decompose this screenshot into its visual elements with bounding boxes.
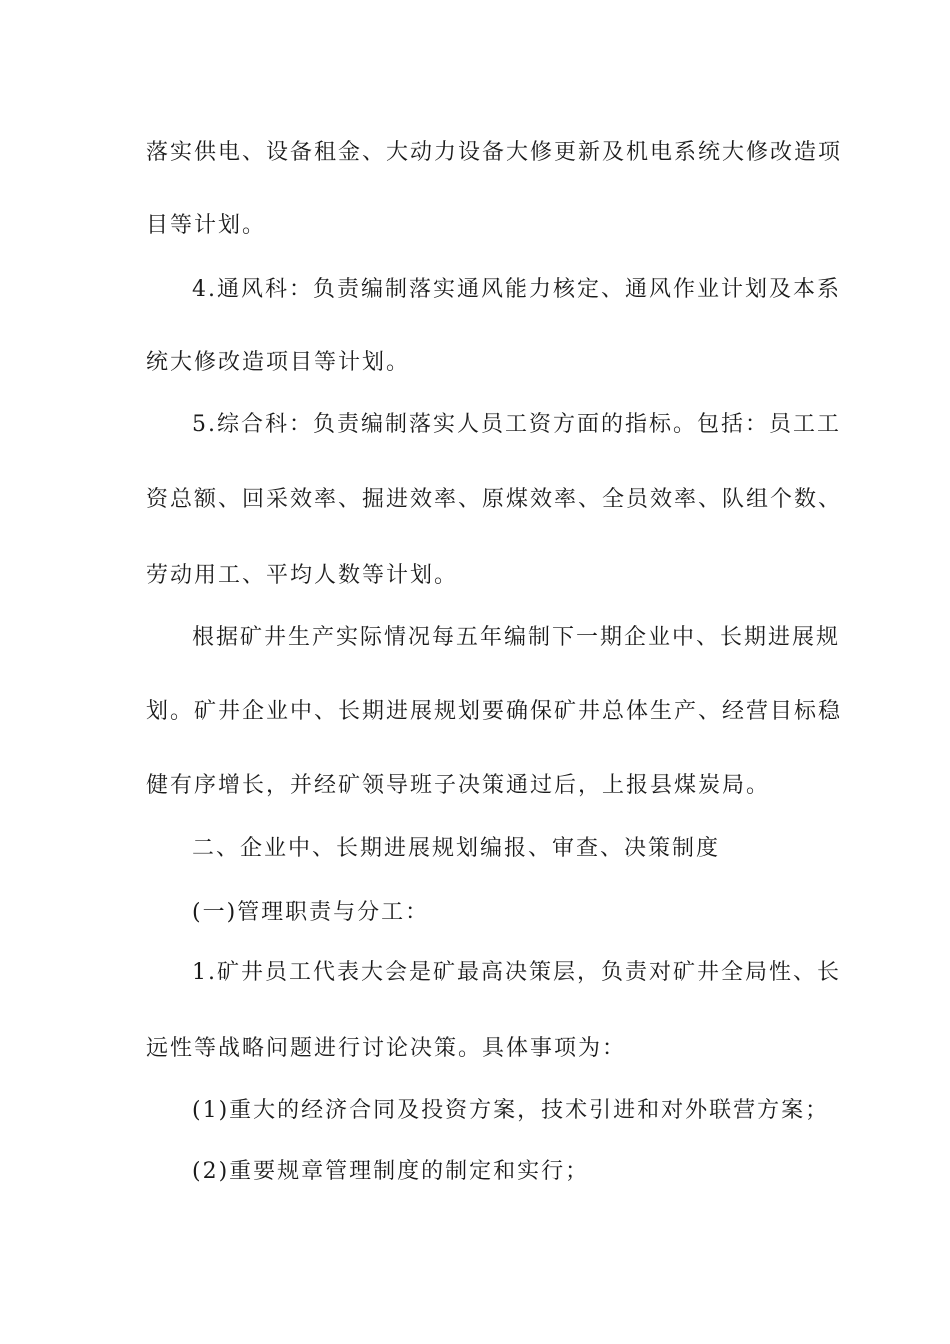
text-line-1: 落实供电、设备租金、大动力设备大修更新及机电系统大修改造项 [146, 140, 843, 165]
paragraph-plan-line-2: 划。矿井企业中、长期进展规划要确保矿井总体生产、经营目标稳 [146, 699, 843, 724]
paragraph-4-line-2: 统大修改造项目等计划。 [146, 350, 411, 375]
paragraph-5-line-1: 5.综合科：负责编制落实人员工资方面的指标。包括：员工工 [192, 412, 841, 437]
paragraph-1-line-2: 远性等战略问题进行讨论决策。具体事项为： [146, 1036, 627, 1061]
paragraph-5-line-2: 资总额、回采效率、掘进效率、原煤效率、全员效率、队组个数、 [146, 487, 843, 512]
paragraph-plan-line-1: 根据矿井生产实际情况每五年编制下一期企业中、长期进展规 [192, 625, 841, 650]
list-item-1: (1)重大的经济合同及投资方案，技术引进和对外联营方案； [192, 1098, 830, 1123]
paragraph-plan-line-3: 健有序增长，并经矿领导班子决策通过后，上报县煤炭局。 [146, 773, 771, 798]
paragraph-4-line-1: 4.通风科：负责编制落实通风能力核定、通风作业计划及本系 [192, 277, 841, 302]
text-line-2: 目等计划。 [146, 213, 267, 238]
subsection-heading: (一)管理职责与分工： [192, 900, 430, 925]
list-item-2: (2)重要规章管理制度的制定和实行； [192, 1159, 590, 1184]
paragraph-1-line-1: 1.矿井员工代表大会是矿最高决策层，负责对矿井全局性、长 [192, 960, 841, 985]
paragraph-5-line-3: 劳动用工、平均人数等计划。 [146, 563, 459, 588]
section-heading: 二、企业中、长期进展规划编报、审查、决策制度 [192, 836, 721, 861]
